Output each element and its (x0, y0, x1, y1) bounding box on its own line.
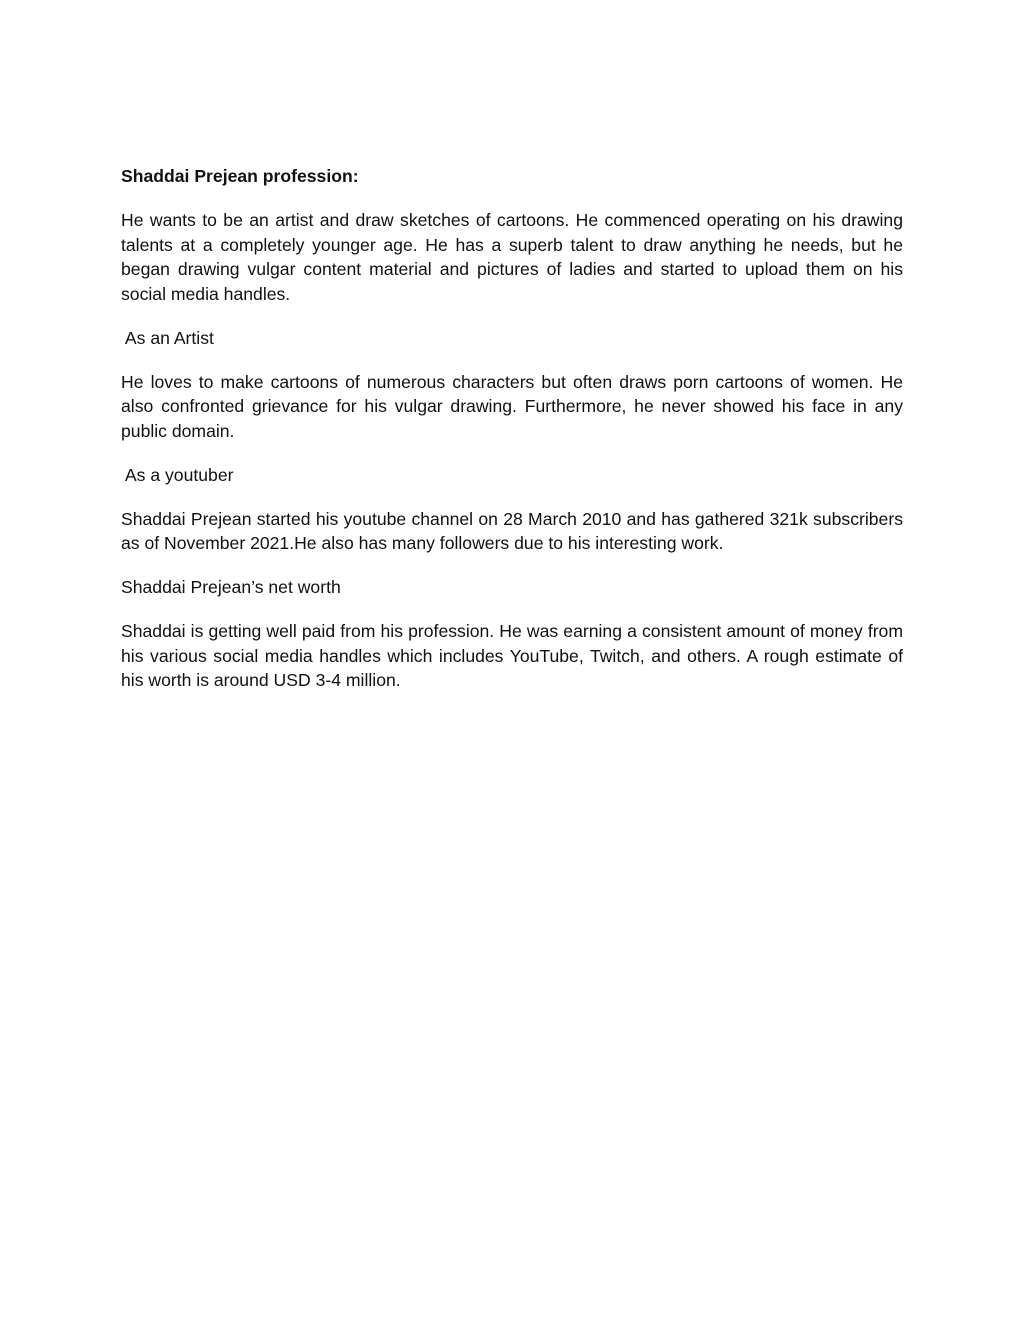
document-page (121, 164, 903, 712)
document-title: Shaddai Prejean profession: (121, 166, 359, 186)
youtuber-heading: As a youtuber (121, 464, 234, 485)
networth-heading: Shaddai Prejean’s net worth (121, 577, 341, 597)
artist-paragraph: He loves to make cartoons of numerous characters but often draws porn cartoons of women. He also confronted grievance for his vulgar drawing. Furthermore, he never showed his face in any public domain. (121, 371, 903, 441)
artist-heading: As an Artist (121, 327, 214, 348)
networth-paragraph: Shaddai is getting well paid from his profession. He was earning a consistent amount of money from his various social media handles which includes YouTube, Twitch, and others. A rough estimate of his worth is around USD 3-4 million. (121, 621, 903, 690)
profession-paragraph: He wants to be an artist and draw sketches of cartoons. He commenced operating on his drawing talents at a completely younger age. He has a superb talent to draw anything he needs, but he began drawing vulgar content material and pictures of ladies and started to upload them on his social media handles. (121, 210, 903, 304)
youtuber-paragraph: Shaddai Prejean started his youtube channel on 28 March 2010 and has gathered 321k subscribers as of November 2021.He also has many followers due to his interesting work. (121, 508, 903, 553)
